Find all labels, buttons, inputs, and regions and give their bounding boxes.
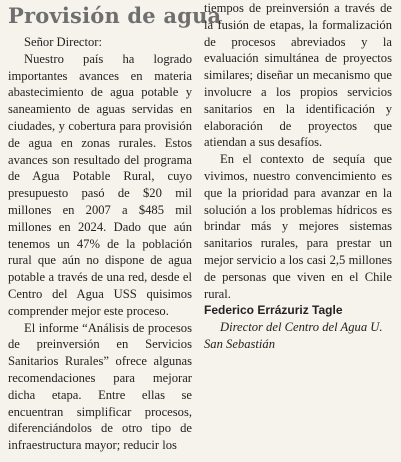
right-column [204, 0, 392, 353]
body-paragraph-1: Nuestro país ha logrado importantes avances en materia abastecimiento de agua potable y saneamiento de aguas servidas en ciudades, y cobertura para provisión de agua en zonas rurales. Estos avances son resultado del programa de Agua Potable Rural, cuyo presupuesto pasó de $20 mil millones en 2007 a $485 mil millones en 2024. Dado que aún tenemos un 47% de la población rural que aún no dispone de agua potable a través de una red, desde el Centro del Agua USS quisimos comprender mejor este proceso. [8, 51, 192, 318]
article-title: Provisión de agua [8, 3, 222, 28]
body-paragraph-2-continued: tiempos de preinversión a través de la fusión de etapas, la formalización de procesos abreviados y la evaluación simultánea de proyectos similares; diseñar un mecanismo que involucre a los propios servicios sanitarios en la identificación y elaboración de proyectos que atiendan a sus desafíos. [204, 1, 392, 150]
body-paragraph-3: En el contexto de sequía que vivimos, nuestro convencimiento es que la prioridad para avanzar en la solución a los problemas hídricos es brindar más y mejores sistemas sanitarios rurales, para prestar un mejor servicio a los casi 2,5 millones de personas que viven en el Chile rural. [204, 152, 392, 301]
signature-name: Federico Errázuriz Tagle [204, 303, 343, 318]
signature-role: Director del Centro del Agua U. San Sebastián [204, 320, 383, 352]
body-paragraph-2: El informe “Análisis de procesos de preinversión en Servicios Sanitarios Rurales” ofrece algunas recomendaciones para mejorar dicha etapa. Entre ellas se encuentran simplificar procesos, diferenciándolos de otro tipo de infraestructura mayor; reducir los [8, 320, 192, 453]
left-column [8, 34, 192, 454]
salutation: Señor Director: [24, 35, 102, 49]
